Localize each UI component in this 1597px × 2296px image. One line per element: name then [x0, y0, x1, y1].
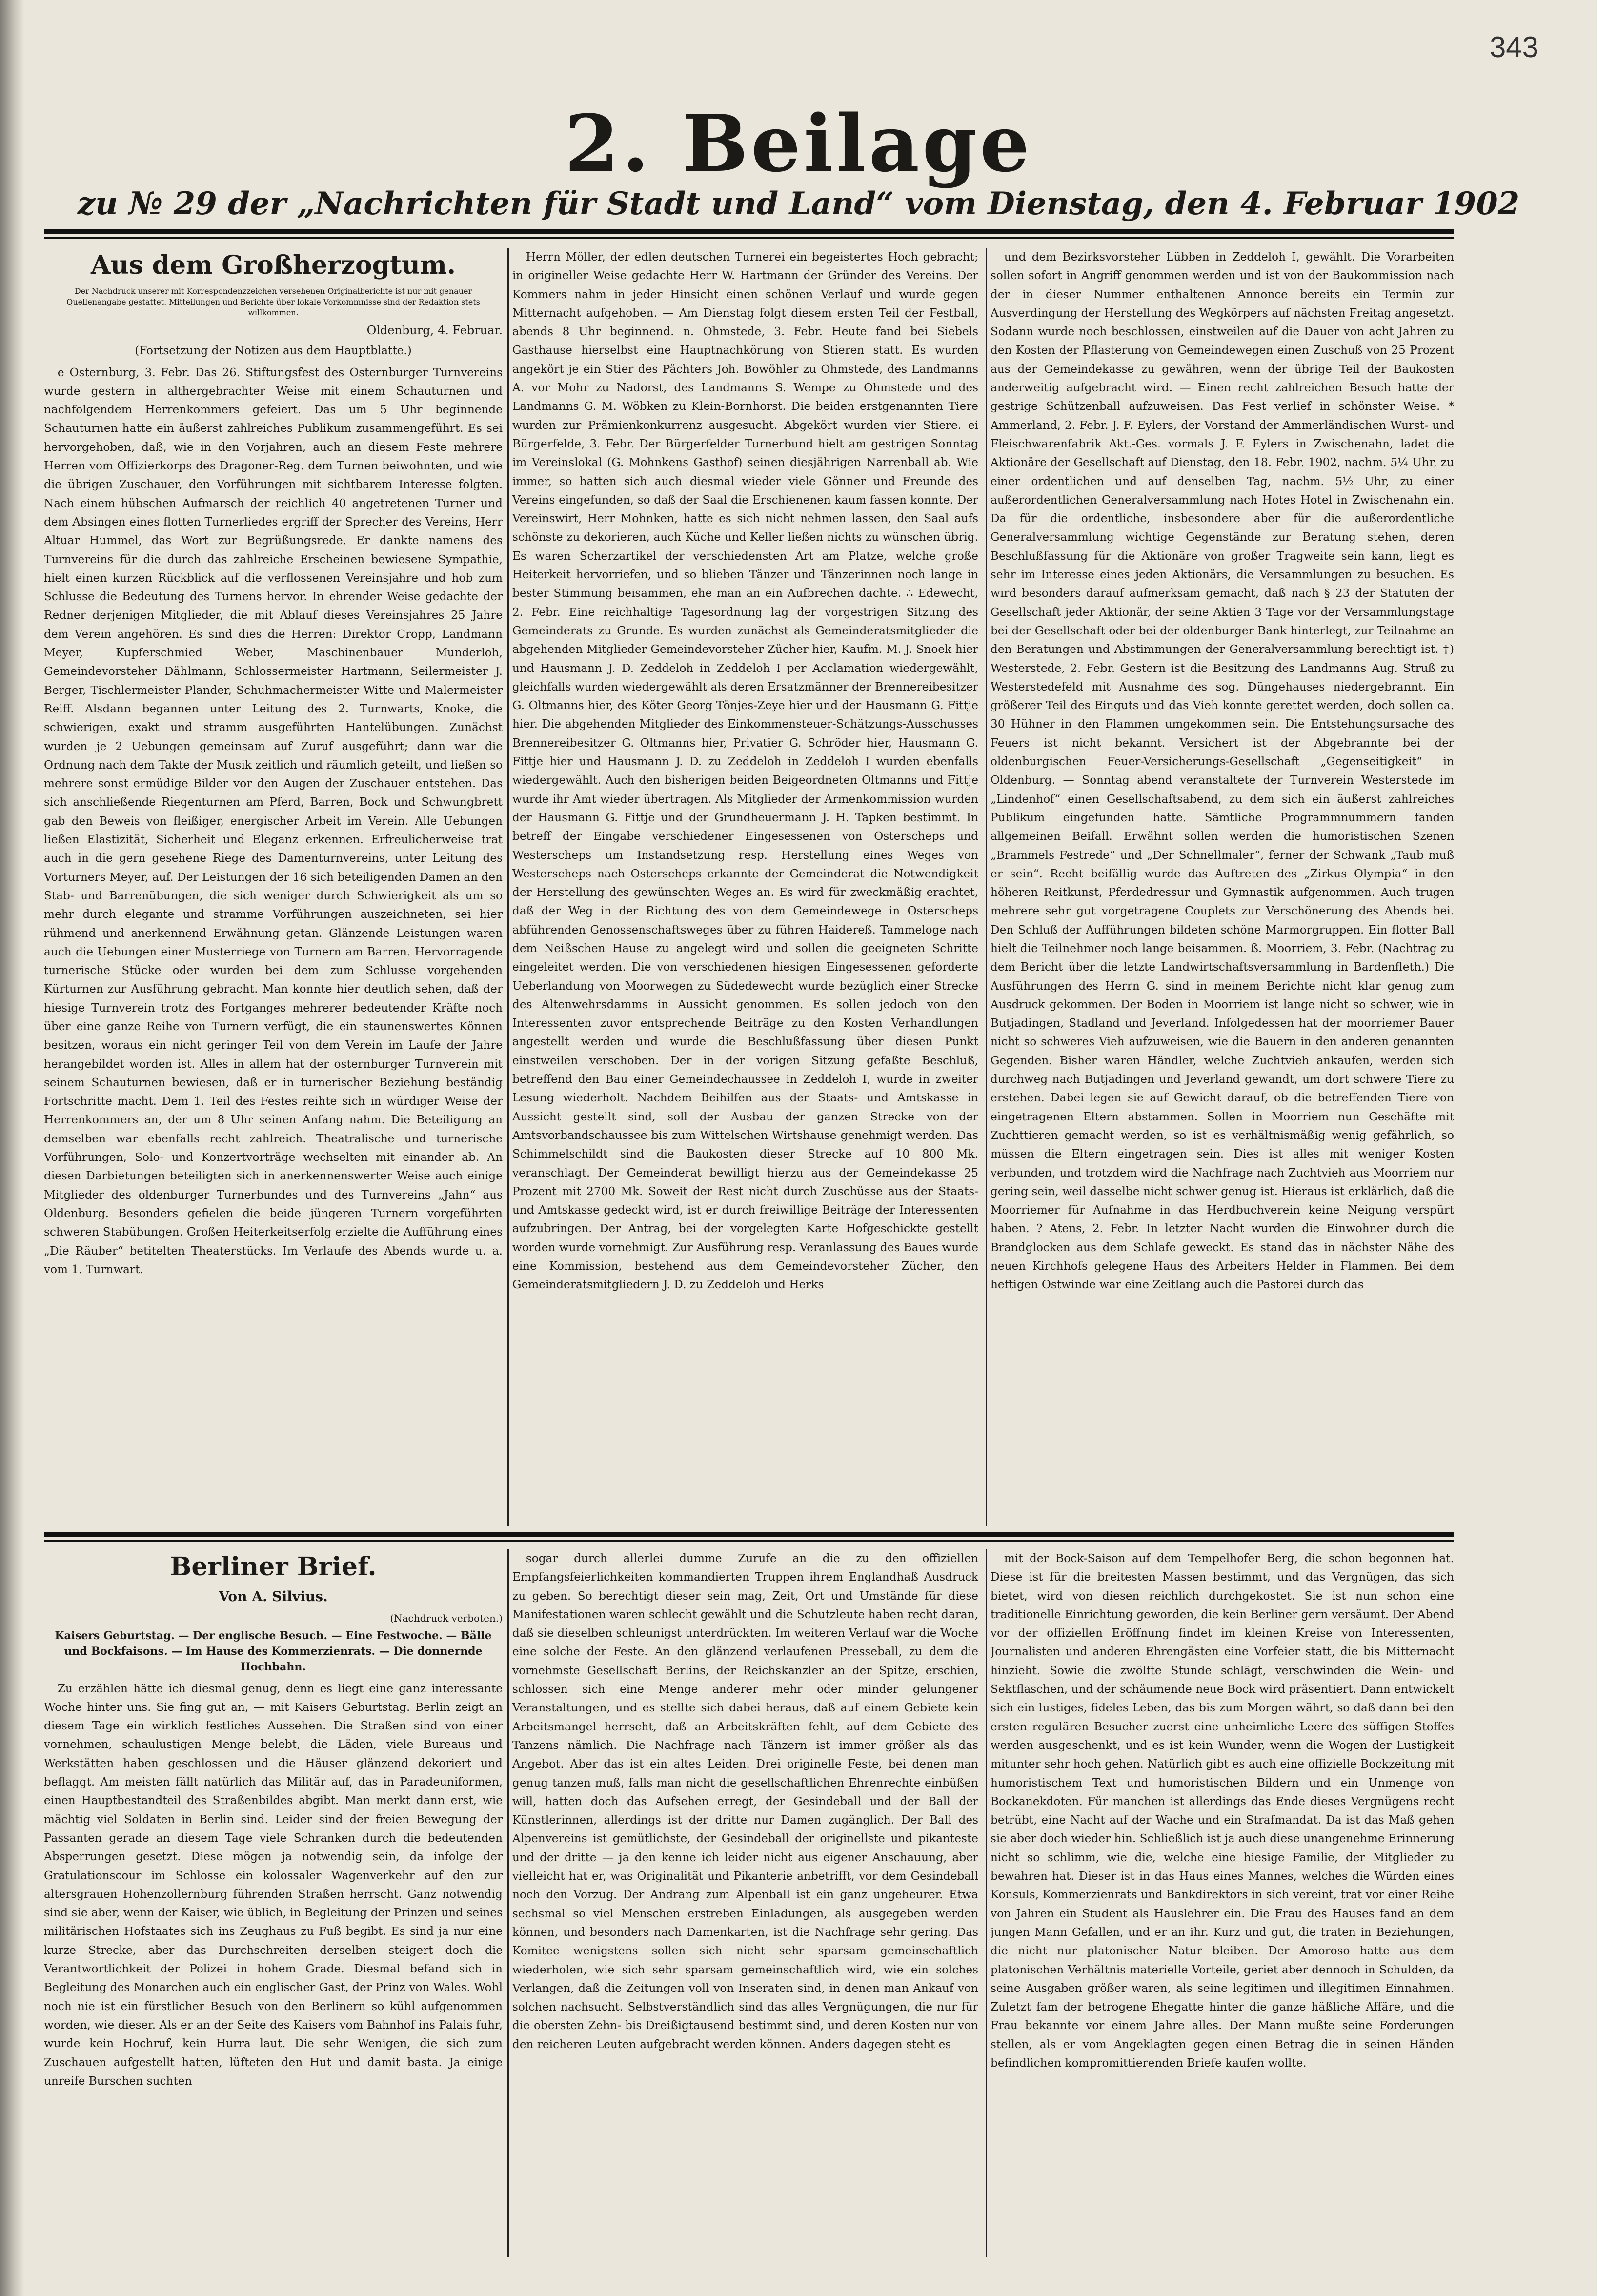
column-divider — [507, 1549, 509, 2257]
reprint-notice: Der Nachdruck unserer mit Korrespondenzzeichen versehenen Originalberichte ist nur mit genauer Quellenangabe gestattet. Mitteilungen und Berichte über lokale Vorkommnisse sind der Redaktion stets willkommen. — [66, 286, 480, 317]
masthead-rule — [44, 229, 1454, 234]
article-text: Zu erzählen hätte ich diesmal genug, denn es liegt eine ganz interessante Woche hinter uns. Sie fing gut an, — mit Kaisers Geburtstag. Berlin zeigt an diesem Tage ein wirklich festliches Aussehen. Die Straßen sind von einer vornehmen, schaulustigen Menge belebt, die Läden, viele Bureaus und Werkstätten haben geschlossen und die Häuser glänzend dekoriert und beflaggt. Am meisten fällt natürlich das Militär auf, das in Paradeuniformen, einen Hauptbestandteil des Straßenbildes abgibt. Man merkt dann erst, wie mächtig viel Soldaten in Berlin sind. Leider sind der freien Bewegung der Passanten gerade an diesem Tage viele Schranken durch die bedeutenden Absperrungen gesetzt. Diese mögen ja notwendig sein, da infolge der Gratulationscour im Schlosse ein kolossaler Wagenverkehr auf den zur altersgrauen Hohenzollernburg führenden Straßen herrscht. Ganz notwendig sind sie aber, wenn der Kaiser, wie üblich, in Begleitung der Prinzen und seines militärischen Hofstaates sich ins Zeughaus zu Fuß begibt. Es sind ja nur eine kurze Strecke, aber das Durchschreiten derselben steigert doch die Verantwortlichkeit der Polizei in hohem Grade. Diesmal befand sich in Begleitung des Monarchen auch ein englischer Gast, der Prinz von Wales. Wohl noch nie ist ein fürstlicher Besuch von den Berlinern so kühl aufgenommen worden, wie dieser. Als er an der Seite des Kaisers vom Bahnhof ins Palais fuhr, wurde kein Hochruf, kein Hurra laut. Die sehr Wenigen, die sich zum Zuschauen aufgestellt hatten, lüfteten den Hut und damit basta. Ja einige unreife Burschen suchten — [44, 1682, 503, 2088]
section-divider-thin — [44, 1540, 1454, 1542]
dateline: Oldenburg, 4. Februar. — [366, 324, 503, 337]
section1-column-1 — [44, 248, 503, 1526]
section1-column-2 — [512, 248, 978, 1526]
column-divider — [986, 1549, 987, 2257]
page-title: 2. Beilage — [565, 98, 1032, 189]
reprint-notice: (Nachdruck verboten.) — [390, 1612, 503, 1625]
page-edge-shadow — [0, 0, 24, 2296]
column-divider — [986, 248, 987, 1526]
topic-summary: Kaisers Geburtstag. — Der englische Besuch. — Eine Festwoche. — Bälle und Bockfaisons. — Im Hause des Kommerzienrats. — Die donnernde Hochbahn. — [55, 1629, 492, 1673]
article-text: und dem Bezirksvorsteher Lübben in Zeddeloh I, gewählt. Die Vorarbeiten sollen sofort in Angriff genommen werden und ist von der Baukommission nach der in dieser Nummer enthaltenen Annonce bereits ein Termin zur Ausverdingung der Herstellung des Wegkörpers auf nächsten Freitag angesetzt. Sodann wurde noch beschlossen, einstweilen auf die Dauer von acht Jahren zu den Kosten der Pflasterung von Gemeindewegen einen Zuschuß von 25 Prozent aus der Gemeindekasse zu gewähren, wenn der übrige Teil der Baukosten anderweitig aufgebracht wird. — Einen recht zahlreichen Besuch hatte der gestrige Schützenball aufzuweisen. Das Fest verlief in schönster Weise. * Ammerland, 2. Febr. J. F. Eylers, der Vorstand der Ammerländischen Wurst- und Fleischwarenfabrik Akt.-Ges. vormals J. F. Eylers in Zwischenahn, ladet die Aktionäre der Gesellschaft auf Dienstag, den 18. Febr. 1902, nachm. 5¼ Uhr, zu einer ordentlichen und auf denselben Tag, nachm. 5½ Uhr, zu einer außerordentlichen Generalversammlung nach Hotes Hotel in Zwischenahn ein. Da für die ordentliche, insbesondere aber für die außerordentliche Generalversammlung wichtige Gegenstände zur Beratung stehen, deren Beschlußfassung für die Aktionäre von großer Tragweite sein kann, liegt es sehr im Interesse eines jeden Aktionärs, die Versammlungen zu besuchen. Es wird besonders darauf aufmerksam gemacht, daß nach § 23 der Statuten der Gesellschaft jeder Aktionär, der seine Aktien 3 Tage vor der Versammlungstage bei der Gesellschaft oder bei der oldenburger Bank hinterlegt, zur Teilnahme an den Beratungen und Abstimmungen der Generalversammlung berechtigt ist. †) Westerstede, 2. Febr. Gestern ist die Besitzung des Landmanns Aug. Struß zu Westerstedefeld mit Ausnahme des sog. Düngehauses niedergebrannt. Ein größerer Teil des Einguts und das Vieh konnte gerettet werden, doch sollen ca. 30 Hühner in den Flammen umgekommen sein. Die Entstehungsursache des Feuers ist nicht bekannt. Versichert ist der Abgebrannte bei der oldenburgischen Feuer-Versicherungs-Gesellschaft „Gegenseitigkeit“ in Oldenburg. — Sonntag abend veranstaltete der Turnverein Westerstede im „Lindenhof“ einen Gesellschaftsabend, zu dem sich ein äußerst zahlreiches Publikum eingefunden hatte. Sämtliche Programmnummern fanden allgemeinen Beifall. Erwähnt sollen werden die humoristischen Szenen „Brammels Festrede“ und „Der Schnellmaler“, ferner der Schwank „Taub muß er sein“. Recht beifällig wurde das Auftreten des „Zirkus Olympia“ in den höheren Reitkunst, Pferdedressur und Gymnastik aufgenommen. Auch trugen mehrere sehr gut vorgetragene Couplets zur Verschönerung des Abends bei. Den Schluß der Aufführungen bildeten schöne Marmorgruppen. Ein flotter Ball hielt die Teilnehmer noch lange beisammen. ß. Moorriem, 3. Febr. (Nachtrag zu dem Bericht über die letzte Landwirtschaftsversammlung in Bardenfleth.) Die Ausführungen des Herrn G. sind in meinem Berichte nicht klar genug zum Ausdruck gekommen. Der Boden in Moorriem ist lange nicht so schwer, wie in Butjadingen, Stadland und Jeverland. Infolgedessen hat der moorriemer Bauer nicht so schweres Vieh aufzuweisen, wie die Bauern in den anderen genannten Gegenden. Bisher waren Händler, welche Zuchtvieh ankaufen, werden sich durchweg nach Butjadingen und Jeverland gewandt, um dort schwere Tiere zu erstehen. Dabei legen sie auf Gewicht darauf, ob die betreffenden Tiere von eingetragenen Eltern abstammen. Sollen in Moorriem nun Geschäfte mit Zuchttieren gemacht werden, so ist es verhältnismäßig wenig gefährlich, so müssen die Eltern eingetragen sein. Dies ist alles mit weniger Kosten verbunden, und trotzdem wird die Nachfrage nach Zuchtvieh aus Moorriem nur gering sein, weil dasselbe nicht schwer genug ist. Hieraus ist erklärlich, daß die Moorriemer für Aufnahme in das Herdbuchverein keine Neigung verspürt haben. ? Atens, 2. Febr. In letzter Nacht wurden die Einwohner durch die Brandglocken aus dem Schlafe geweckt. Es stand das in nächster Nähe des neuen Kirchhofs gelegene Haus des Arbeiters Helder in Flammen. Bei dem heftigen Ostwinde war eine Zeitlang auch die Pastorei durch das — [991, 250, 1454, 1292]
article-text: mit der Bock-Saison auf dem Tempelhofer Berg, die schon begonnen hat. Diese ist für die breitesten Massen bestimmt, und das Vergnügen, das sich bietet, wird von diesen reichlich durchgekostet. Sie ist nun schon eine traditionelle Einrichtung geworden, die kein Berliner gern versäumt. Der Abend vor der offiziellen Eröffnung findet im kleinen Kreise von Interessenten, Journalisten und anderen Ehrengästen eine Vorfeier statt, die bis Mitternacht hinzieht. Sowie die zwölfte Stunde schlägt, verschwinden die Wein- und Sektflaschen, und der schäumende neue Bock wird präsentiert. Dann entwickelt sich ein lustiges, fideles Leben, das bis zum Morgen währt, so daß dann bei den ersten regulären Besucher zuerst eine unheimliche Leere des süffigen Stoffes werden ausgeschenkt, und es ist kein Wunder, wenn die Wogen der Lustigkeit mitunter sehr hoch gehen. Natürlich gibt es auch eine offizielle Bockzeitung mit humoristischem Text und humoristischen Bildern und ein Unmenge von Bockanekdoten. Für manchen ist allerdings das Ende dieses Vergnügens recht betrübt, eine Nacht auf der Wache und ein Strafmandat. Da ist das Maß gehen sie aber doch wieder hin. Schließlich ist ja auch diese unangenehme Erinnerung nicht so schlimm, wie die, welche eine hiesige Familie, der Mitglieder zu bewahren hat. Dieser ist in das Haus eines Mannes, welches die Würden eines Konsuls, Kommerzienrats und Bankdirektors in sich vereint, trat vor einer Reihe von Jahren ein Student als Hauslehrer ein. Die Frau des Hauses fand an dem jungen Mann Gefallen, und er an ihr. Kurz und gut, die traten in Beziehungen, die nicht nur platonischer Natur bleiben. Der Amoroso hatte aus dem platonischen Verhältnis materielle Vorteile, geriet aber dennoch in Schulden, da seine Ausgaben größer waren, als seine legitimen und illegitimen Einnahmen. Zuletzt fam der betrogene Ehegatte hinter die ganze häßliche Affäre, und die Frau bekannte vor einem Jahre alles. Der Mann mußte seine Forderungen stellen, als er vom Angeklagten gegen einen Betrag die in seinen Händen befindlichen kompromittierenden Briefe kaufen wollte. — [991, 1552, 1454, 2070]
section-divider — [44, 1532, 1454, 1537]
continuation-note: (Fortsetzung der Notizen aus dem Hauptblatte.) — [135, 344, 412, 358]
column-divider — [507, 248, 509, 1526]
page-number: 343 — [1489, 31, 1538, 63]
section-heading: Aus dem Großherzogtum. — [91, 250, 456, 280]
article-text: sogar durch allerlei dumme Zurufe an die zu den offiziellen Empfangsfeierlichkeiten kommandierten Truppen ihrem Englandhaß Ausdruck zu geben. So berechtigt dieser sein mag, Zeit, Ort und Umstände für diese Manifestationen waren schlecht gewählt und die Schutzleute haben recht daran, daß sie dieselben schleunigst unterdrückten. Im weiteren Verlauf war die Woche eine solche der Feste. An den glänzend verlaufenen Presseball, zu dem die vornehmste Gesellschaft Berlins, der Reichskanzler an der Spitze, erschien, schlossen sich eine Menge anderer mehr oder minder gelungener Veranstaltungen, und es stellte sich dabei heraus, daß auf einem Gebiete kein Arbeitsmangel herrscht, daß an Arbeitskräften fehlt, auf dem Gebiete des Tanzens nämlich. Die Nachfrage nach Tänzern ist immer größer als das Angebot. Aber das ist ein altes Leiden. Drei originelle Feste, bei denen man genug tanzen muß, falls man nicht die gesellschaftlichen Ehrenrechte einbüßen will, hatten doch das Aufsehen erregt, der Gesindeball und der Ball der Künstlerinnen, allerdings ist der dritte nur Damen zugänglich. Der Ball des Alpenvereins ist gemütlichste, der Gesindeball der originellste und pikanteste und der dritte — ja den kenne ich leider nicht aus eigener Anschauung, aber vielleicht hat er, was Originalität und Pikanterie anbetrifft, vor dem Gesindeball noch den Vorzug. Der Andrang zum Alpenball ist ein ganz ungeheurer. Etwa sechsmal so viel Menschen erstreben Einladungen, als ausgegeben werden können, und besonders nach Damenkarten, ist die Nachfrage sehr gering. Das Komitee wenigstens sollen sich nicht sehr sparsam gemeinschaftlich wiederholen, wie sich sehr sparsam gemeinschaftlich wird, wie ein solches Verlangen, daß die Zeitungen voll von Inseraten sind, in denen man Ankauf von solchen nachsucht. Selbstverständlich sind das alles Vergnügungen, die nur für die obersten Zehn- bis Dreißigtausend bestimmt sind, und deren Kosten nur von den reicheren Leuten aufgebracht werden können. Anders dagegen steht es — [512, 1552, 978, 2051]
section-heading: Berliner Brief. — [170, 1552, 377, 1582]
section2-column-1 — [44, 1549, 503, 2257]
page-subtitle: zu № 29 der „Nachrichten für Stadt und Land“ vom Dienstag, den 4. Februar 1902 — [77, 185, 1520, 222]
section2-column-3 — [991, 1549, 1454, 2257]
article-text: e Osternburg, 3. Febr. Das 26. Stiftungsfest des Osternburger Turnvereins wurde gestern in althergebrachter Weise mit einem Schauturnen und nachfolgendem Herrenkommers gefeiert. Das um 5 Uhr beginnende Schauturnen hatte ein äußerst zahlreiches Publikum zusammengeführt. Es sei hervorgehoben, daß, wie in den Vorjahren, auch an diesem Feste mehrere Herren vom Offizierkorps des Dragoner-Reg. dem Turnen beiwohnten, und wie die übrigen Zuschauer, den Vorführungen mit sichtbarem Interesse folgten. Nach einem hübschen Aufmarsch der reichlich 40 angetretenen Turner und dem Absingen eines flotten Turnerliedes ergriff der Sprecher des Vereins, Herr Altuar Hummel, das Wort zur Begrüßungsrede. Er dankte namens des Turnvereins für die durch das zahlreiche Erscheinen bewiesene Sympathie, hielt einen kurzen Rückblick auf die verflossenen Vereinsjahre und hob zum Schlusse die Bedeutung des Turnens hervor. In ehrender Weise gedachte der Redner derjenigen Mitglieder, die mit Ablauf dieses Vereinsjahres 25 Jahre dem Verein angehören. Es sind dies die Herren: Direktor Cropp, Landmann Meyer, Kupferschmied Weber, Maschinenbauer Munderloh, Gemeindevorsteher Dählmann, Schlossermeister Hartmann, Seilermeister J. Berger, Tischlermeister Plander, Schuhmachermeister Witte und Malermeister Reiff. Alsdann begannen unter Leitung des 2. Turnwarts, Knoke, die schwierigen, exakt und stramm ausgeführten Hantelübungen. Zunächst wurden je 2 Uebungen gemeinsam auf Zuruf ausgeführt; dann war die Ordnung nach dem Takte der Musik zeitlich und räumlich geteilt, und ließen so mehrere sonst ermüdige Bilder vor den Augen der Zuschauer entstehen. Das sich anschließende Riegenturnen am Pferd, Barren, Bock und Schwungbrett gab den Beweis von fleißiger, energischer Arbeit im Verein. Alle Uebungen ließen Elastizität, Sicherheit und Eleganz erkennen. Erfreulicherweise trat auch in die gern gesehene Riege des Damenturnvereins, unter Leitung des Vorturners Meyer, auf. Der Leistungen der 16 sich beteiligenden Damen an den Stab- und Barrenübungen, die sich weniger durch Schwierigkeit als um so mehr durch elegante und stramme Vorführungen auszeichneten, sei hier rühmend und anerkennend Erwähnung getan. Glänzende Leistungen waren auch die Uebungen einer Musterriege von Turnern am Barren. Hervorragende turnerische Stücke oder wurden bei dem zum Schlusse vorgehenden Kürturnen zur Ausführung gebracht. Man konnte hier deutlich sehen, daß der hiesige Turnverein trotz des Fortganges mehrerer bedeutender Kräfte noch über eine ganze Reihe von Turnern verfügt, die ein staunenswertes Können besitzen, woraus ein nicht geringer Teil von dem Verein im Laufe der Jahre herangebildet worden ist. Alles in allem hat der osternburger Turnverein mit seinem Schauturnen bewiesen, daß er in turnerischer Beziehung beständig Fortschritte macht. Dem 1. Teil des Festes reihte sich in würdiger Weise der Herrenkommers an, der um 8 Uhr seinen Anfang nahm. Die Beteiligung an demselben war ebenfalls recht zahlreich. Theatralische und turnerische Vorführungen, Solo- und Konzertvorträge wechselten mit einander ab. An diesen Darbietungen beteiligten sich in anerkennenswerter Weise auch einige Mitglieder des oldenburger Turnerbundes und des Turnvereins „Jahn“ aus Oldenburg. Besonders gefielen die beide jüngeren Turnern vorgeführten schweren Stabübungen. Großen Heiterkeitserfolg erzielte die Aufführung eines „Die Räuber“ betitelten Theaterstücks. Im Verlaufe des Abends wurde u. a. vom 1. Turnwart. — [44, 366, 503, 1276]
article-text: Herrn Möller, der edlen deutschen Turnerei ein begeistertes Hoch gebracht; in origineller Weise gedachte Herr W. Hartmann der Gründer des Vereins. Der Kommers nahm in jeder Hinsicht einen schönen Verlauf und wurde gegen Mitternacht aufgehoben. — Am Dienstag folgt diesem ersten Teil der Festball, abends 8 Uhr beginnend. n. Ohmstede, 3. Febr. Heute fand bei Siebels Gasthause hierselbst eine Hauptnachkörung von Stieren statt. Es wurden angekört je ein Stier des Pächters Joh. Bowöhler zu Ohmstede, des Landmanns A. vor Mohr zu Nadorst, des Landmanns S. Wempe zu Ohmstede und des Landmanns G. M. Wöbken zu Klein-Bornhorst. Die beiden erstgenannten Tiere wurden zur Prämienkonkurrenz ausgesucht. Abgekört wurden vier Stiere. ei Bürgerfelde, 3. Febr. Der Bürgerfelder Turnerbund hielt am gestrigen Sonntag im Vereinslokal (G. Mohnkens Gasthof) seinen diesjährigen Narrenball ab. Wie immer, so hatten sich auch diesmal wieder viele Gönner und Freunde des Vereins eingefunden, so daß der Saal die Erschienenen kaum fassen konnte. Der Vereinswirt, Herr Mohnken, hatte es sich nicht nehmen lassen, den Saal aufs schönste zu dekorieren, auch Küche und Keller ließen nichts zu wünschen übrig. Es waren Scherzartikel der verschiedensten Art am Platze, welche große Heiterkeit hervorriefen, und so blieben Tänzer und Tänzerinnen noch lange in bester Stimmung beisammen, ehe man an ein Aufbrechen dachte. ∴ Edewecht, 2. Febr. Eine reichhaltige Tagesordnung lag der vorgestrigen Sitzung des Gemeinderats zu Grunde. Es wurden zunächst als Gemeinderatsmitglieder die abgehenden Mitglieder Gemeindevorsteher Zücher hier, Kaufm. M. J. Snoek hier und Hausmann J. D. Zeddeloh in Zeddeloh I per Acclamation wiedergewählt, gleichfalls wurden wiedergewählt als deren Ersatzmänner der Brennereibesitzer G. Oltmanns hier, des Köter Georg Tönjes-Zeye hier und der Hausmann G. Fittje hier. Die abgehenden Mitglieder des Einkommensteuer-Schätzungs-Ausschusses Brennereibesitzer G. Oltmanns hier, Privatier G. Schröder hier, Hausmann G. Fittje hier und Hausmann J. D. zu Zeddeloh in Zeddeloh I wurden ebenfalls wiedergewählt. Auch den bisherigen beiden Beigeordneten Oltmanns und Fittje wurde ihr Amt wieder übertragen. Als Mitglieder der Armenkommission wurden der Hausmann G. Fittje und der Grundheuermann J. H. Tapken bestimmt. In betreff der Eingabe verschiedener Eingesessenen von Osterscheps und Westerscheps um Instandsetzung resp. Herstellung eines Weges von Westerscheps nach Osterscheps erkannte der Gemeinderat die Notwendigkeit der Herstellung des gewünschten Weges an. Es wird für zweckmäßig erachtet, daß der Weg in der Richtung des von dem Gemeindewege in Osterscheps abführenden Genossenschaftsweges über zu führen Haidereß. Tammeloge nach dem Neißschen Hause zu angelegt wird und sollen die geeigneten Schritte eingeleitet werden. Die von verschiedenen hiesigen Eingesessenen geforderte Ueberlandung von Moorwegen zu Südedewecht wurde bezüglich einer Strecke des Altenwehrsdamms in Aussicht genommen. Es sollen jedoch von den Interessenten zuvor entsprechende Beiträge zu den Kosten Verhandlungen angestellt werden und wurde die Beschlußfassung über diesen Punkt einstweilen verschoben. Der in der vorigen Sitzung gefaßte Beschluß, betreffend den Bau einer Gemeindechaussee in Zeddeloh I, wurde in zweiter Lesung wiederholt. Nachdem Beihilfen aus der Staats- und Amtskasse in Aussicht gestellt sind, soll der Ausbau der ganzen Strecke von der Amtsvorbandschaussee bis zum Wittelschen Wirtshause genehmigt werden. Das Schimmelschildt sind die Baukosten dieser Strecke auf 10 800 Mk. veranschlagt. Der Gemeinderat bewilligt hierzu aus der Gemeindekasse 25 Prozent mit 2700 Mk. Soweit der Rest nicht durch Zuschüsse aus der Staats- und Amtskasse gedeckt wird, ist er durch freiwillige Beiträge der Interessenten aufzubringen. Der Antrag, bei der vorgelegten Karte Hofgeschickte gestellt worden wurde vornehmigt. Zur Ausführung resp. Veranlassung des Baues wurde eine Kommission, bestehend aus dem Gemeindevorsteher Zücher, den Gemeinderatsmitgliedern J. D. zu Zeddeloh und Herks — [512, 250, 978, 1292]
section1-column-3 — [991, 248, 1454, 1526]
masthead-rule-thin — [44, 237, 1454, 239]
section2-column-2 — [512, 1549, 978, 2257]
byline: Von A. Silvius. — [219, 1588, 328, 1605]
